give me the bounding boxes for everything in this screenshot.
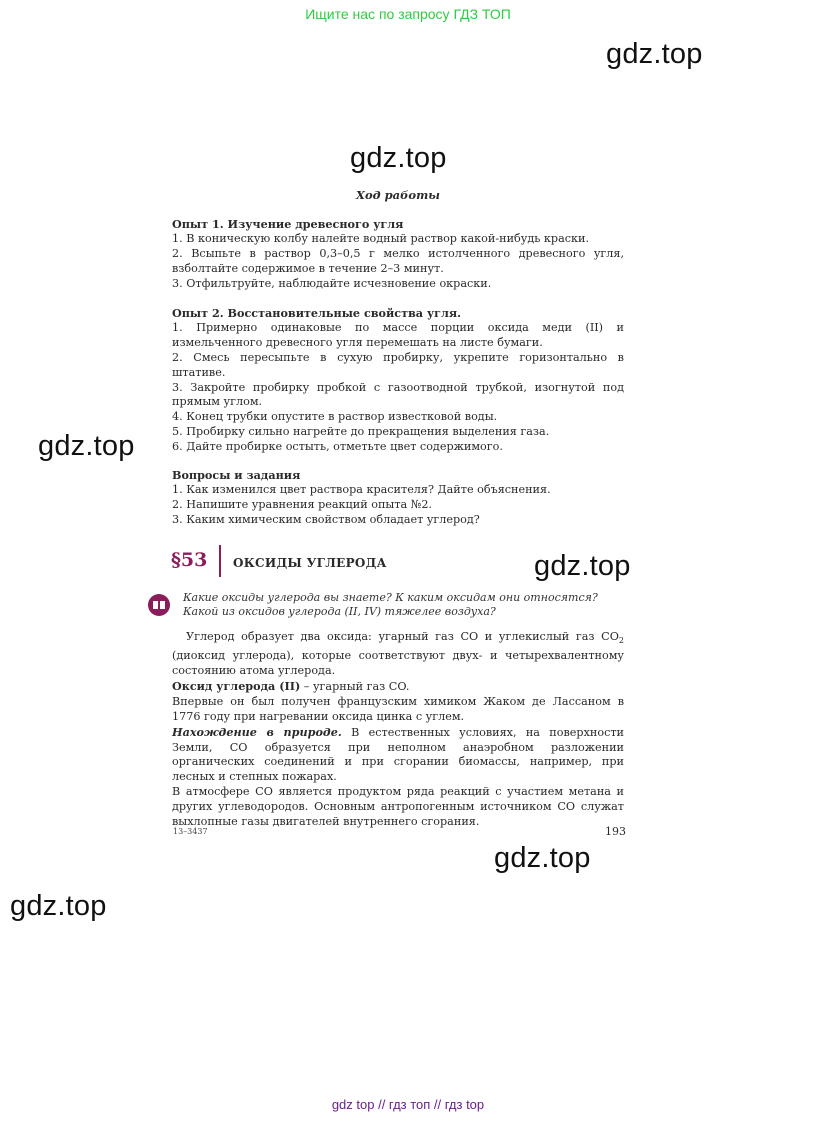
section-number: §53: [171, 549, 208, 571]
section-title: ОКСИДЫ УГЛЕРОДА: [233, 556, 387, 570]
question-item: 2. Напишите уравнения реакций опыта №2.: [172, 497, 432, 511]
experiment-2-title: Опыт 2. Восстановительные свойства угля.: [172, 306, 462, 320]
watermark: gdz.top: [38, 430, 135, 462]
experiment-2: [172, 306, 624, 455]
experiment-2-step: 6. Дайте пробирке остыть, отметьте цвет содержимого.: [172, 440, 503, 454]
experiment-1-step: 1. В коническую колбу налейте водный раствор какой-нибудь краски.: [172, 231, 590, 245]
experiment-2-step: 3. Закройте пробирку пробкой с газоотводной трубкой, изогнутой под прямым углом.: [172, 380, 624, 409]
print-code: 13–3437: [173, 827, 208, 836]
question-item: 3. Каким химическим свойством обладает углерод?: [172, 512, 480, 526]
page-number: 193: [605, 825, 626, 838]
watermark: gdz.top: [350, 142, 447, 174]
watermark: gdz.top: [494, 842, 591, 874]
intro-question: Какие оксиды углерода вы знаете? К каким оксидам они относятся? Какой из оксидов углерода (II, IV) тяжелее воздуха?: [183, 591, 598, 618]
body-text: [172, 630, 624, 830]
questions-block: [172, 468, 624, 528]
experiment-2-step: 5. Пробирку сильно нагрейте до прекращения выделения газа.: [172, 425, 550, 439]
body-paragraph: Нахождение в природе. В естественных условиях, на поверхности Земли, CO образуется при неполном анаэробном разложении органических соединений и при сгорании биомассы, например, при лесных и степных пожарах.: [172, 724, 624, 784]
watermark: gdz.top: [534, 550, 631, 582]
question-item: 1. Как изменился цвет раствора красителя? Дайте объяснения.: [172, 482, 551, 496]
search-hint-link[interactable]: Ищите нас по запросу ГДЗ ТОП: [305, 6, 511, 22]
experiment-1-step: 3. Отфильтруйте, наблюдайте исчезновение окраски.: [172, 276, 492, 290]
body-paragraph: Впервые он был получен французским химиком Жаком де Лассаном в 1776 году при нагревании оксида цинка с углем.: [172, 694, 624, 723]
watermark: gdz.top: [10, 890, 107, 922]
questions-title: Вопросы и задания: [172, 468, 301, 482]
body-paragraph: Оксид углерода (II) – угарный газ CO.: [172, 678, 410, 693]
experiment-1: [172, 217, 624, 292]
section-heading: Ход работы: [356, 188, 440, 202]
bottom-links[interactable]: gdz top // гдз топ // гдз top: [331, 1097, 485, 1112]
experiment-2-step: 4. Конец трубки опустите в раствор известковой воды.: [172, 410, 498, 424]
watermark: gdz.top: [606, 38, 703, 70]
book-question-icon: [148, 594, 170, 616]
body-paragraph: Углерод образует два оксида: угарный газ CO и углекислый газ $CO_2$ (диоксид углерода), которые соответствуют двух- и четырехвалентному состоянию атома углерода.: [172, 630, 624, 678]
section-divider: [219, 545, 221, 577]
body-paragraph: В атмосфере CO является продуктом ряда реакций с участием метана и других углеводородов. Основным антропогенным источником CO служат выхлопные газы двигателей внутреннего сгорания.: [172, 785, 624, 829]
experiment-1-step: 2. Всыпьте в раствор 0,3–0,5 г мелко истолченного древесного угля, взболтайте содержимое в течение 2–3 минут.: [172, 246, 624, 275]
experiment-2-step: 1. Примерно одинаковые по массе порции оксида меди (II) и измельченного древесного угля перемешать на листе бумаги.: [172, 320, 624, 349]
experiment-2-step: 2. Смесь пересыпьте в сухую пробирку, укрепите горизонтально в штативе.: [172, 350, 624, 379]
experiment-1-title: Опыт 1. Изучение древесного угля: [172, 217, 404, 231]
